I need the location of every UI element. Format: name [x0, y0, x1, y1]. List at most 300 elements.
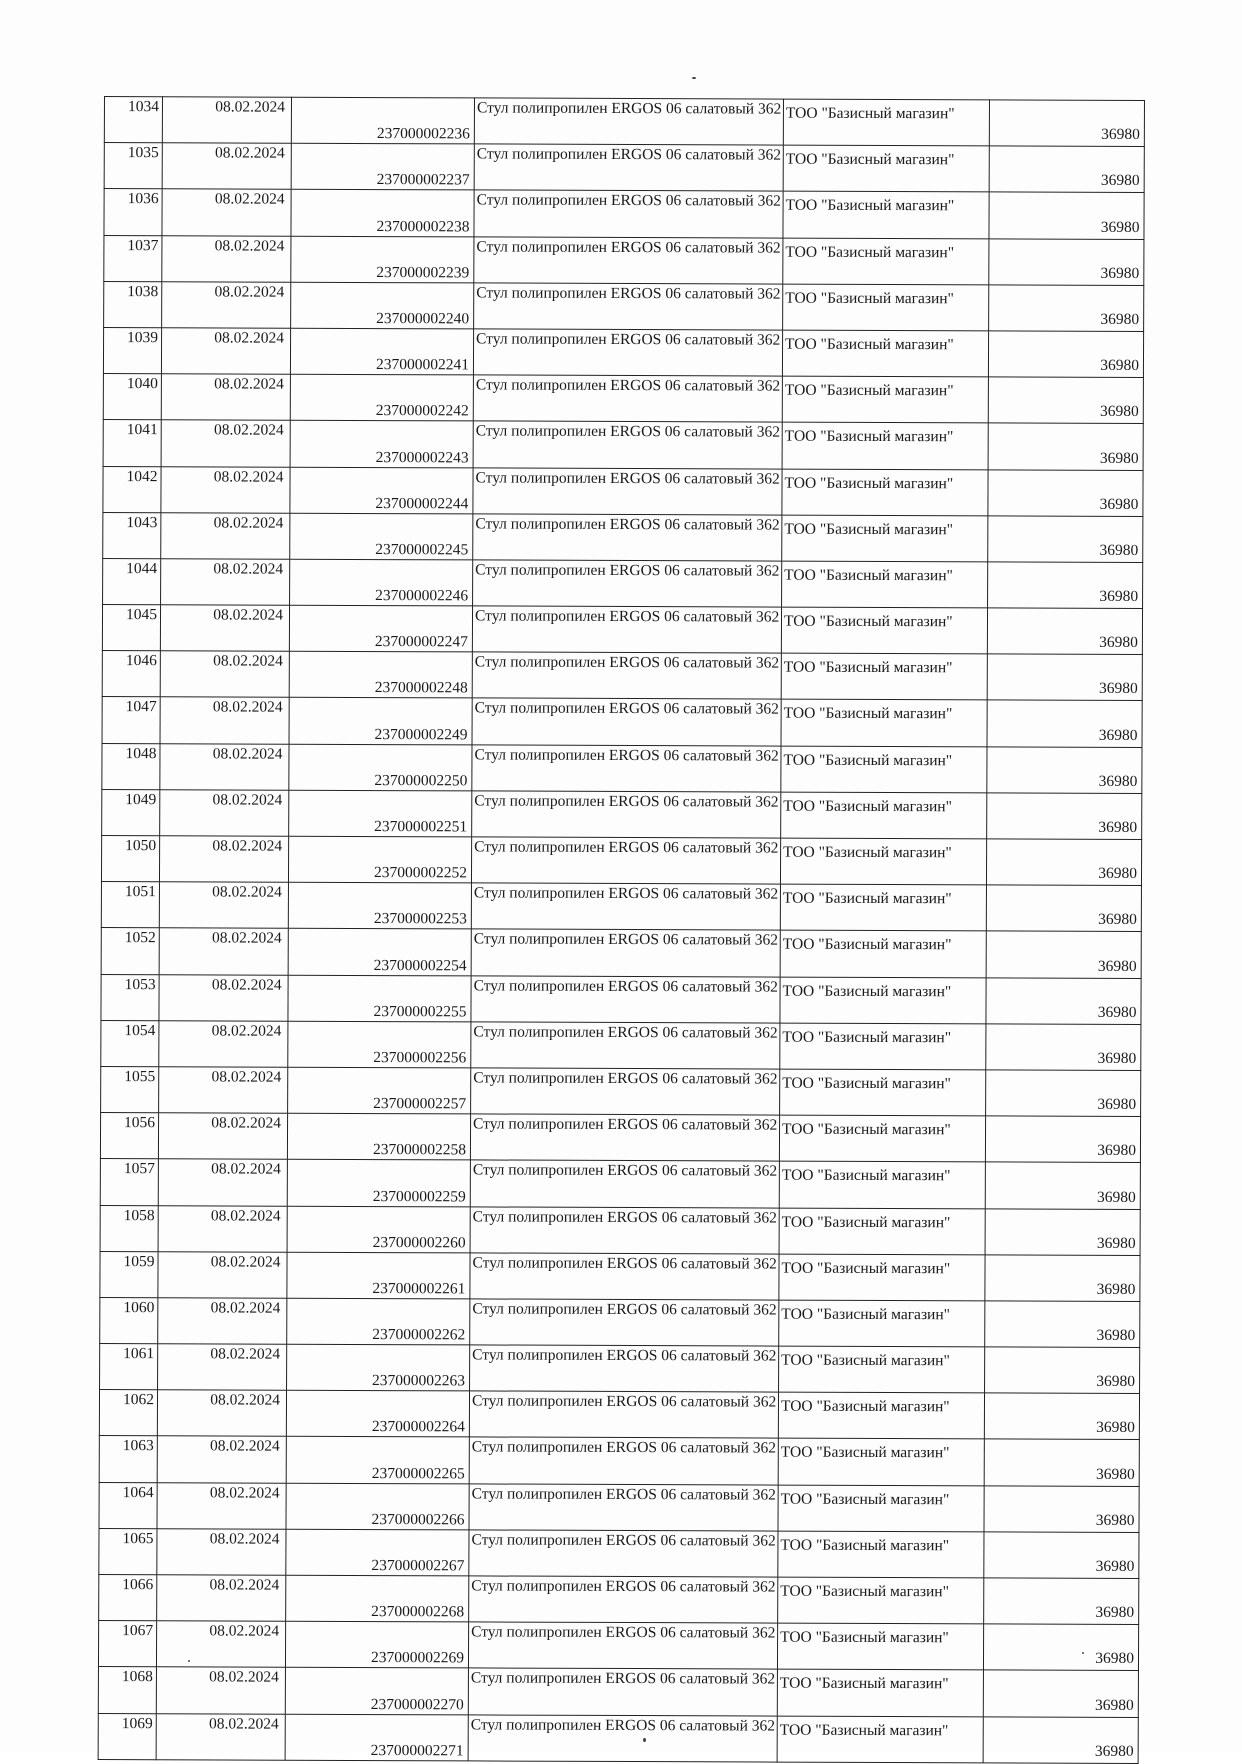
row-number	[102, 697, 160, 743]
row-item-name: Стул полипропилен ERGOS 06 салатовый 362	[471, 1068, 780, 1115]
row-inventory-number: 237000002264	[286, 1390, 469, 1437]
row-date-text: 08.02.2024	[210, 1391, 281, 1409]
row-supplier: ТОО "Базисный магазин"	[783, 145, 989, 192]
row-inventory-number: 237000002270	[285, 1668, 468, 1715]
row-date	[161, 420, 290, 467]
row-date	[159, 1020, 288, 1067]
row-amount: 36980	[989, 100, 1144, 147]
row-supplier: ТОО "Базисный магазин"	[779, 1254, 985, 1301]
table-row	[104, 97, 1144, 147]
row-number-text: 1056	[124, 1114, 156, 1132]
row-supplier: ТОО "Базисный магазин"	[778, 1531, 984, 1578]
row-item-name: Стул полипропилен ERGOS 06 салатовый 362	[473, 329, 782, 376]
table-row	[102, 743, 1142, 793]
row-inventory-number: 237000002241	[290, 328, 473, 375]
row-inventory-number: 237000002269	[285, 1621, 468, 1668]
table-row	[98, 1621, 1138, 1671]
table-row	[100, 1251, 1140, 1301]
table-row	[104, 281, 1144, 331]
row-date-text: 08.02.2024	[212, 698, 283, 717]
row-amount: 36980	[986, 839, 1141, 886]
row-supplier: ТОО "Базисный магазин"	[777, 1716, 983, 1763]
row-item-name: Стул полипропилен ERGOS 06 салатовый 362	[469, 1484, 778, 1531]
row-date	[158, 1159, 287, 1206]
row-amount: 36980	[987, 747, 1142, 794]
row-supplier: ТОО "Базисный магазин"	[782, 561, 988, 608]
row-item-name: Стул полипропилен ERGOS 06 салатовый 362	[471, 1022, 780, 1069]
row-number-text: 1051	[124, 883, 156, 901]
row-supplier: ТОО "Базисный магазин"	[781, 700, 987, 747]
row-number	[104, 189, 162, 235]
row-item-name: Стул полипропилен ERGOS 06 салатовый 362	[474, 283, 783, 330]
row-amount: 36980	[986, 977, 1141, 1024]
row-inventory-number: 237000002250	[289, 744, 472, 791]
row-amount: 36980	[984, 1486, 1139, 1533]
row-date-text: 08.02.2024	[210, 1253, 281, 1271]
row-number-text: 1038	[127, 282, 159, 300]
row-number	[104, 281, 162, 327]
row-number-text: 1060	[123, 1298, 155, 1317]
row-date	[156, 1667, 285, 1714]
row-inventory-number: 237000002268	[286, 1575, 469, 1622]
row-number	[99, 1482, 157, 1528]
row-inventory-number: 237000002245	[290, 513, 473, 560]
row-supplier: ТОО "Базисный магазин"	[783, 238, 989, 285]
row-inventory-number: 237000002237	[291, 143, 474, 190]
row-item-name: Стул полипропилен ERGOS 06 салатовый 362	[470, 1299, 779, 1346]
table-row	[104, 189, 1144, 239]
row-inventory-number: 237000002261	[287, 1252, 470, 1299]
table-row	[99, 1390, 1139, 1440]
table-row	[102, 789, 1142, 839]
row-supplier: ТОО "Базисный магазин"	[783, 99, 989, 146]
row-amount: 36980	[984, 1439, 1139, 1486]
row-number	[103, 512, 161, 558]
row-number-text: 1063	[122, 1437, 154, 1455]
row-amount: 36980	[984, 1393, 1139, 1440]
row-date-text: 08.02.2024	[213, 652, 283, 670]
table-row	[103, 512, 1143, 562]
row-date-text: 08.02.2024	[210, 1437, 280, 1456]
row-number	[104, 97, 162, 143]
row-inventory-number: 237000002267	[286, 1529, 469, 1576]
row-amount: 36980	[984, 1532, 1139, 1579]
row-inventory-number: 237000002243	[290, 421, 473, 468]
row-amount: 36980	[983, 1624, 1138, 1671]
row-item-name: Стул полипропилен ERGOS 06 салатовый 362	[469, 1576, 778, 1623]
row-supplier: ТОО "Базисный магазин"	[778, 1485, 984, 1532]
row-number	[99, 1436, 157, 1482]
row-date-text: 08.02.2024	[212, 791, 283, 809]
row-supplier: ТОО "Базисный магазин"	[781, 792, 987, 839]
row-number-text: 1047	[125, 698, 157, 716]
row-inventory-number: 237000002265	[286, 1437, 469, 1484]
table-row	[101, 1020, 1141, 1070]
row-supplier: ТОО "Базисный магазин"	[781, 746, 987, 793]
row-date	[158, 1344, 287, 1391]
row-date-text: 08.02.2024	[213, 421, 284, 440]
row-date	[156, 1621, 285, 1668]
row-item-name: Стул полипропилен ERGOS 06 салатовый 362	[468, 1714, 777, 1761]
row-date-text: 08.02.2024	[214, 190, 285, 209]
row-amount: 36980	[987, 608, 1142, 655]
row-date	[159, 1067, 288, 1114]
row-item-name: Стул полипропилен ERGOS 06 салатовый 362	[473, 560, 782, 607]
row-amount: 36980	[984, 1578, 1139, 1625]
row-number	[104, 235, 162, 281]
row-supplier: ТОО "Базисный магазин"	[777, 1669, 983, 1716]
row-date	[160, 697, 289, 744]
row-number	[100, 1159, 158, 1205]
row-supplier: ТОО "Базисный магазин"	[777, 1623, 983, 1670]
row-date	[162, 235, 291, 282]
row-item-name: Стул полипропилен ERGOS 06 салатовый 362	[469, 1391, 778, 1438]
row-date	[159, 928, 288, 975]
row-number-text: 1045	[125, 606, 158, 624]
row-date-text: 08.02.2024	[215, 98, 285, 116]
row-number-text: 1046	[125, 652, 157, 670]
row-date-text: 08.02.2024	[214, 283, 285, 301]
row-item-name: Стул полипропилен ERGOS 06 салатовый 362	[473, 421, 782, 468]
row-supplier: ТОО "Базисный магазин"	[780, 977, 986, 1024]
table-row	[100, 1205, 1140, 1255]
row-number-text: 1042	[126, 467, 158, 485]
row-number	[102, 651, 160, 697]
row-date-text: 08.02.2024	[211, 975, 282, 994]
row-number	[103, 558, 161, 604]
row-item-name: Стул полипропилен ERGOS 06 салатовый 362	[469, 1530, 778, 1577]
row-inventory-number: 237000002253	[288, 882, 471, 929]
row-item-name: Стул полипропилен ERGOS 06 салатовый 362	[474, 144, 783, 191]
table-row	[99, 1436, 1139, 1486]
row-date	[161, 559, 290, 606]
row-number-text: 1049	[125, 790, 157, 809]
row-supplier: ТОО "Базисный магазин"	[781, 653, 987, 700]
row-amount: 36980	[988, 562, 1143, 609]
row-amount: 36980	[988, 516, 1143, 563]
table-row	[103, 466, 1143, 516]
row-date-text: 08.02.2024	[210, 1206, 281, 1225]
table-row	[101, 835, 1141, 885]
row-date	[160, 743, 289, 790]
row-item-name: Стул полипропилен ERGOS 06 салатовый 362	[468, 1622, 777, 1669]
row-date-text: 08.02.2024	[214, 144, 285, 162]
row-supplier: ТОО "Базисный магазин"	[783, 284, 989, 331]
row-item-name: Стул полипропилен ERGOS 06 салатовый 362	[471, 975, 780, 1022]
table-row	[100, 1159, 1140, 1209]
table-row	[101, 928, 1141, 978]
row-amount: 36980	[985, 1347, 1140, 1394]
row-number-text: 1062	[122, 1391, 155, 1409]
row-date	[157, 1482, 286, 1529]
row-number	[100, 1113, 158, 1159]
row-supplier: ТОО "Базисный магазин"	[778, 1577, 984, 1624]
table-row	[104, 143, 1144, 193]
row-date	[159, 974, 288, 1021]
row-inventory-number: 237000002242	[290, 374, 473, 421]
table-row	[103, 327, 1143, 377]
row-item-name: Стул полипропилен ERGOS 06 салатовый 362	[473, 514, 782, 561]
row-inventory-number: 237000002260	[287, 1206, 470, 1253]
row-date	[160, 651, 289, 698]
row-inventory-number: 237000002236	[291, 97, 474, 144]
row-number	[103, 466, 161, 512]
table-row	[102, 651, 1142, 701]
row-date-text: 08.02.2024	[212, 883, 282, 901]
row-date-text: 08.02.2024	[214, 375, 284, 393]
table-row	[100, 1344, 1140, 1394]
table-row	[104, 235, 1144, 285]
row-inventory-number: 237000002248	[289, 651, 472, 698]
row-number	[100, 1205, 158, 1251]
row-inventory-number: 237000002246	[290, 559, 473, 606]
row-supplier: ТОО "Базисный магазин"	[779, 1115, 985, 1162]
row-supplier: ТОО "Базисный магазин"	[780, 838, 986, 885]
table-row	[99, 1574, 1139, 1624]
table-row	[98, 1713, 1138, 1763]
row-amount: 36980	[983, 1716, 1138, 1763]
row-number-text: 1037	[127, 236, 159, 254]
row-amount: 36980	[985, 1162, 1140, 1209]
row-number	[100, 1297, 158, 1343]
row-number	[101, 974, 159, 1020]
row-amount: 36980	[985, 1116, 1140, 1163]
row-date	[162, 281, 291, 328]
row-date	[161, 512, 290, 559]
register-body	[98, 97, 1144, 1764]
row-inventory-number: 237000002240	[291, 282, 474, 329]
row-item-name: Стул полипропилен ERGOS 06 салатовый 362	[470, 1160, 779, 1207]
row-item-name: Стул полипропилен ERGOS 06 салатовый 362	[470, 1114, 779, 1161]
row-date	[157, 1575, 286, 1622]
row-number-text: 1064	[122, 1483, 154, 1501]
row-number-text: 1068	[121, 1668, 153, 1686]
table-row	[98, 1667, 1138, 1717]
row-inventory-number: 237000002252	[288, 836, 471, 883]
row-number	[104, 143, 162, 189]
row-date	[157, 1436, 286, 1483]
row-date	[161, 328, 290, 375]
scan-speck	[692, 77, 696, 79]
row-number-text: 1041	[126, 421, 158, 439]
row-item-name: Стул полипропилен ERGOS 06 салатовый 362	[471, 929, 780, 976]
row-number	[102, 743, 160, 789]
row-amount: 36980	[986, 885, 1141, 932]
row-number-text: 1035	[127, 144, 159, 162]
row-number-text: 1050	[125, 837, 157, 855]
row-item-name: Стул полипропилен ERGOS 06 салатовый 362	[473, 467, 782, 514]
row-number	[103, 420, 161, 466]
row-date	[162, 143, 291, 190]
table-row	[102, 605, 1142, 655]
row-date-text: 08.02.2024	[214, 329, 285, 347]
table-row	[99, 1482, 1139, 1532]
row-amount: 36980	[989, 238, 1144, 285]
row-inventory-number: 237000002259	[287, 1160, 470, 1207]
row-item-name: Стул полипропилен ERGOS 06 салатовый 362	[471, 837, 780, 884]
row-number	[100, 1251, 158, 1297]
row-inventory-number: 237000002256	[288, 1021, 471, 1068]
row-number	[102, 605, 160, 651]
row-number-text: 1065	[122, 1529, 154, 1548]
row-inventory-number: 237000002266	[286, 1483, 469, 1530]
row-amount: 36980	[988, 377, 1143, 424]
row-item-name: Стул полипропилен ERGOS 06 салатовый 362	[473, 375, 782, 422]
row-item-name: Стул полипропилен ERGOS 06 салатовый 362	[472, 791, 781, 838]
row-supplier: ТОО "Базисный магазин"	[779, 1346, 985, 1393]
row-date	[160, 605, 289, 652]
row-item-name: Стул полипропилен ERGOS 06 салатовый 362	[470, 1253, 779, 1300]
row-number-text: 1059	[123, 1252, 155, 1270]
row-date-text: 08.02.2024	[208, 1714, 279, 1733]
row-supplier: ТОО "Базисный магазин"	[778, 1392, 984, 1439]
row-number	[101, 1066, 159, 1112]
row-number-text: 1034	[127, 98, 159, 116]
row-supplier: ТОО "Базисный магазин"	[782, 330, 988, 377]
row-date-text: 08.02.2024	[209, 1484, 280, 1502]
row-number-text: 1067	[122, 1622, 154, 1640]
row-date-text: 08.02.2024	[213, 560, 284, 578]
row-inventory-number: 237000002244	[290, 467, 473, 514]
table-row	[103, 420, 1143, 470]
row-inventory-number: 237000002238	[291, 190, 474, 237]
row-amount: 36980	[987, 700, 1142, 747]
row-number	[98, 1621, 156, 1667]
row-supplier: ТОО "Базисный магазин"	[782, 376, 988, 423]
row-number	[99, 1390, 157, 1436]
row-number	[99, 1528, 157, 1574]
row-date-text: 08.02.2024	[213, 514, 284, 532]
row-number-text: 1061	[123, 1345, 155, 1363]
row-inventory-number: 237000002239	[291, 236, 474, 283]
row-number-text: 1043	[126, 513, 158, 531]
row-number	[103, 374, 161, 420]
table-row	[102, 697, 1142, 747]
row-number	[101, 835, 159, 881]
row-amount: 36980	[986, 931, 1141, 978]
row-date-text: 08.02.2024	[210, 1299, 281, 1317]
row-inventory-number: 237000002247	[289, 605, 472, 652]
row-inventory-number: 237000002251	[289, 790, 472, 837]
row-date-text: 08.02.2024	[209, 1668, 279, 1687]
row-number-text: 1044	[126, 559, 158, 578]
row-date-text: 08.02.2024	[213, 606, 284, 624]
row-number-text: 1069	[121, 1714, 153, 1732]
row-amount: 36980	[989, 285, 1144, 332]
row-number-text: 1040	[126, 375, 158, 393]
row-date	[162, 189, 291, 236]
row-number-text: 1052	[124, 929, 156, 947]
row-date	[157, 1390, 286, 1437]
row-amount: 36980	[989, 146, 1144, 193]
row-date-text: 08.02.2024	[209, 1622, 280, 1640]
row-amount: 36980	[986, 1070, 1141, 1117]
row-number	[101, 1020, 159, 1066]
row-date-text: 08.02.2024	[214, 236, 285, 255]
row-item-name: Стул полипропилен ERGOS 06 салатовый 362	[474, 98, 783, 145]
row-supplier: ТОО "Базисный магазин"	[781, 607, 987, 654]
table-row	[103, 558, 1143, 608]
row-number-text: 1039	[127, 329, 159, 347]
row-item-name: Стул полипропилен ERGOS 06 салатовый 362	[472, 652, 781, 699]
row-number-text: 1057	[123, 1160, 155, 1178]
row-date-text: 08.02.2024	[209, 1530, 280, 1548]
row-number-text: 1053	[124, 975, 156, 993]
row-date	[157, 1529, 286, 1576]
row-supplier: ТОО "Базисный магазин"	[780, 1023, 986, 1070]
row-inventory-number: 237000002271	[285, 1714, 468, 1761]
table-row	[101, 882, 1141, 932]
row-date-text: 08.02.2024	[210, 1345, 281, 1363]
row-amount: 36980	[989, 192, 1144, 239]
row-date-text: 08.02.2024	[211, 929, 282, 948]
row-item-name: Стул полипропилен ERGOS 06 салатовый 362	[468, 1668, 777, 1715]
table-row	[101, 1066, 1141, 1116]
row-date-text: 08.02.2024	[212, 745, 283, 763]
row-date	[158, 1113, 287, 1160]
row-amount: 36980	[988, 469, 1143, 516]
row-number-text: 1036	[127, 190, 159, 208]
row-number-text: 1058	[123, 1206, 155, 1224]
row-inventory-number: 237000002258	[287, 1113, 470, 1160]
row-amount: 36980	[987, 654, 1142, 701]
row-supplier: ТОО "Базисный магазин"	[779, 1300, 985, 1347]
row-supplier: ТОО "Базисный магазин"	[780, 884, 986, 931]
row-number	[103, 327, 161, 373]
row-item-name: Стул полипропилен ERGOS 06 салатовый 362	[472, 606, 781, 653]
row-inventory-number: 237000002249	[289, 698, 472, 745]
row-inventory-number: 237000002255	[288, 975, 471, 1022]
row-date	[161, 374, 290, 421]
row-supplier: ТОО "Базисный магазин"	[783, 191, 989, 238]
row-supplier: ТОО "Базисный магазин"	[782, 515, 988, 562]
row-amount: 36980	[988, 423, 1143, 470]
table-row	[99, 1528, 1139, 1578]
row-item-name: Стул полипропилен ERGOS 06 салатовый 362	[472, 698, 781, 745]
row-date	[159, 882, 288, 929]
row-date	[160, 790, 289, 837]
row-supplier: ТОО "Базисный магазин"	[780, 1069, 986, 1116]
row-inventory-number: 237000002254	[288, 929, 471, 976]
row-inventory-number: 237000002257	[288, 1067, 471, 1114]
row-amount: 36980	[985, 1208, 1140, 1255]
row-date-text: 08.02.2024	[211, 1022, 282, 1040]
row-number	[98, 1667, 156, 1713]
row-amount: 36980	[988, 331, 1143, 378]
row-amount: 36980	[987, 793, 1142, 840]
row-supplier: ТОО "Базисный магазин"	[779, 1208, 985, 1255]
row-date-text: 08.02.2024	[209, 1576, 280, 1594]
row-item-name: Стул полипропилен ERGOS 06 салатовый 362	[470, 1345, 779, 1392]
table-row	[101, 974, 1141, 1024]
row-amount: 36980	[985, 1255, 1140, 1302]
row-item-name: Стул полипропилен ERGOS 06 салатовый 362	[470, 1206, 779, 1253]
row-number-text: 1055	[124, 1068, 156, 1086]
inventory-register-table	[98, 96, 1145, 1764]
row-date	[158, 1298, 287, 1345]
row-date	[161, 466, 290, 513]
table-row	[103, 374, 1143, 424]
row-item-name: Стул полипропилен ERGOS 06 салатовый 362	[474, 190, 783, 237]
row-inventory-number: 237000002263	[287, 1344, 470, 1391]
row-date-text: 08.02.2024	[211, 1160, 281, 1178]
row-item-name: Стул полипропилен ERGOS 06 салатовый 362	[472, 745, 781, 792]
row-date-text: 08.02.2024	[211, 1068, 282, 1086]
row-date-text: 08.02.2024	[212, 837, 283, 855]
row-date-text: 08.02.2024	[213, 467, 284, 486]
row-date	[158, 1251, 287, 1298]
row-supplier: ТОО "Базисный магазин"	[778, 1439, 984, 1486]
